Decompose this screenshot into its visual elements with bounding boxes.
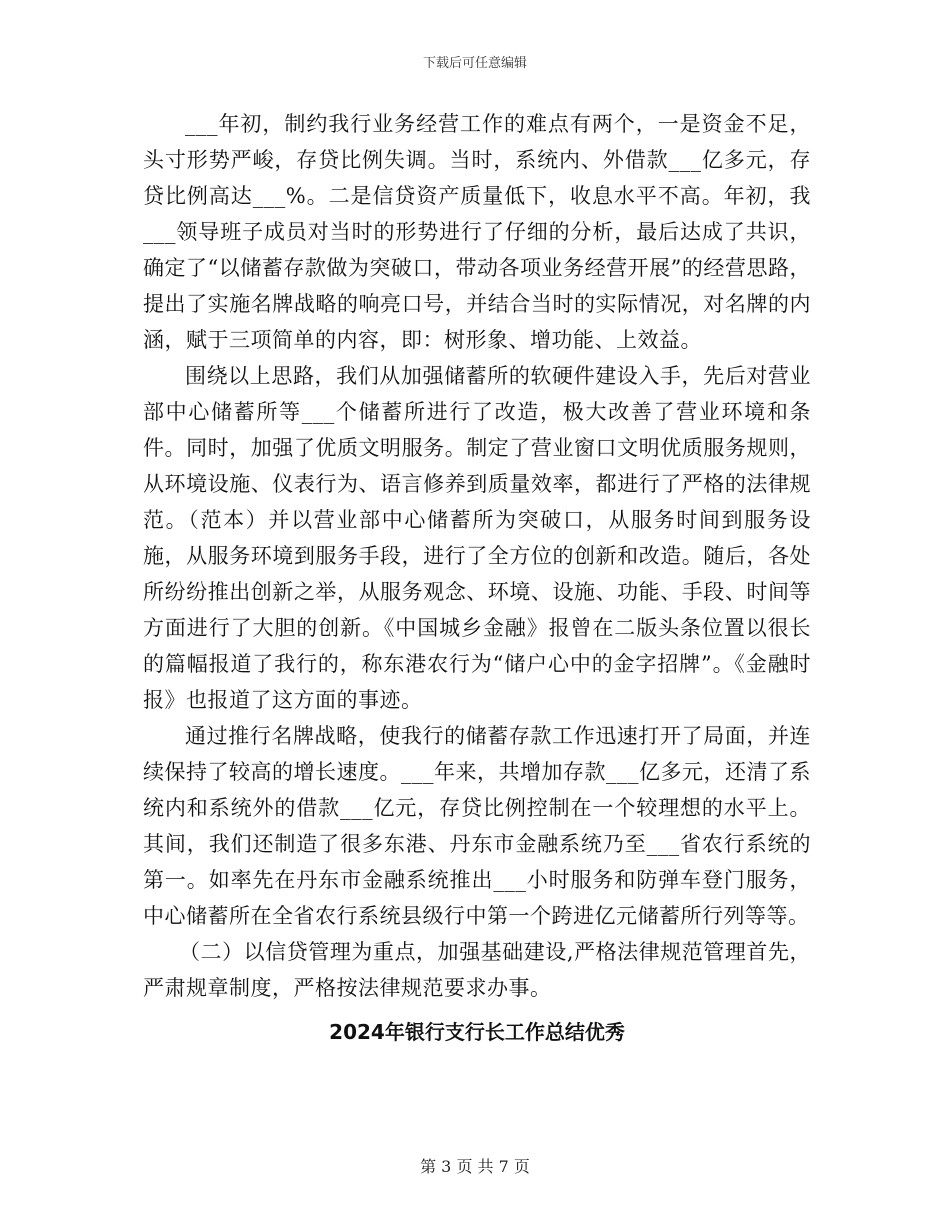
paragraph-2: 围绕以上思路，我们从加强储蓄所的软硬件建设入手，先后对营业部中心储蓄所等___个储蓄所进行了改造，极大改善了营业环境和条件。同时，加强了优质文明服务。制定了营业窗口文明优质服务规则，从环境设施、仪表行为、语言修养到质量效率，都进行了严格的法律规范。（范本）并以营业部中心储蓄所为突破口，从服务时间到服务设施，从服务环境到服务手段，进行了全方位的创新和改造。随后，各处所纷纷推出创新之举，从服务观念、环境、设施、功能、手段、时间等方面进行了大胆的创新。《中国城乡金融》报曾在二版头条位置以很长的篇幅报道了我行的，称东港农行为“储户心中的金字招牌”。《金融时报》也报道了这方面的事迹。	[143, 364, 811, 712]
paragraph-1: ___年初，制约我行业务经营工作的难点有两个，一是资金不足，头寸形势严峻，存贷比例失调。当时，系统内、外借款___亿多元，存贷比例高达___%。二是信贷资产质量低下，收息水平不高。年初，我___领导班子成员对当时的形势进行了仔细的分析，最后达成了共识，确定了“以储蓄存款做为突破口，带动各项业务经营开展”的经营思路，提出了实施名牌战略的响亮口号，并结合当时的实际情况，对名牌的内涵，赋于三项简单的内容，即：树形象、增功能、上效益。	[143, 112, 811, 352]
section-title: 2024年银行支行长工作总结优秀	[329, 1020, 625, 1044]
paragraph-4: （二）以信贷管理为重点，加强基础建设,严格法律规范管理首先，严肃规章制度，严格按法律规范要求办事。	[143, 940, 811, 1000]
paragraph-3: 通过推行名牌战略，使我行的储蓄存款工作迅速打开了局面，并连续保持了较高的增长速度。___年来，共增加存款___亿多元，还清了系统内和系统外的借款___亿元，存贷比例控制在一个较理想的水平上。其间，我们还制造了很多东港、丹东市金融系统乃至___省农行系统的第一。如率先在丹东市金融系统推出___小时服务和防弹车登门服务，中心储蓄所在全省农行系统县级行中第一个跨进亿元储蓄所行列等等。	[143, 724, 811, 928]
page-number: 第 3 页 共 7 页	[420, 1157, 530, 1176]
document-body	[143, 106, 811, 1048]
header-note: 下载后可任意编辑	[422, 56, 527, 71]
